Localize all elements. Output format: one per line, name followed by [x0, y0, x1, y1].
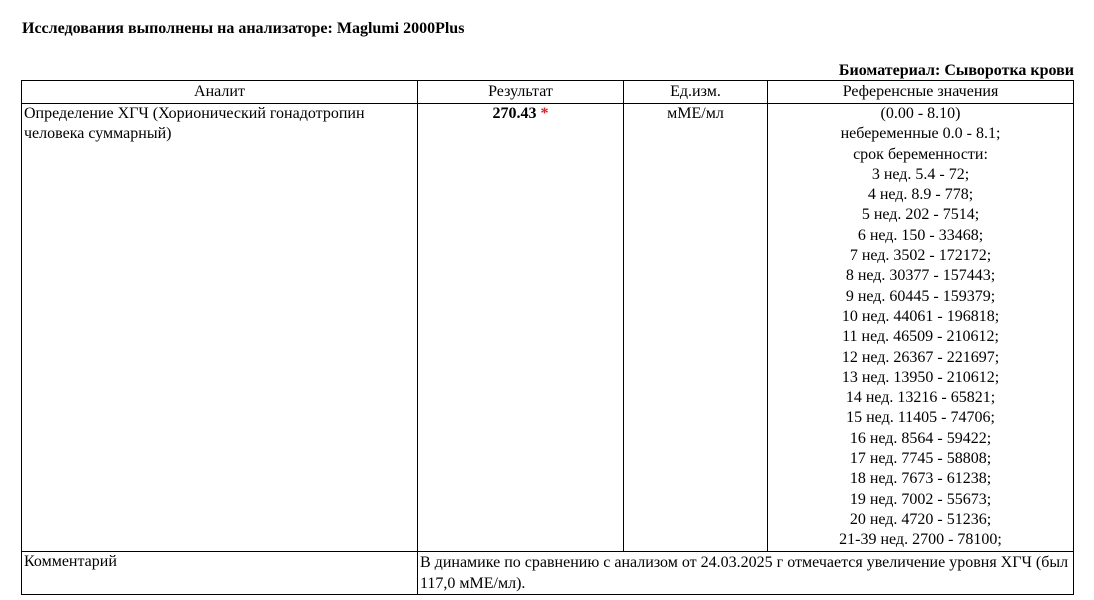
comment-label: Комментарий [22, 551, 418, 594]
reference-line: 18 нед. 7673 - 61238; [849, 470, 992, 488]
reference-line: 13 нед. 13950 - 210612; [841, 368, 1000, 386]
column-header-reference: Референсные значения [768, 81, 1074, 104]
reference-line: 5 нед. 202 - 7514; [861, 206, 980, 224]
reference-line: 3 нед. 5.4 - 72; [871, 165, 970, 183]
reference-line: 4 нед. 8.9 - 778; [867, 186, 974, 204]
unit-value: мМЕ/мл [624, 104, 768, 552]
reference-line: 6 нед. 150 - 33468; [857, 226, 984, 244]
reference-line: (0.00 - 8.10) [880, 105, 961, 122]
reference-line: 8 нед. 30377 - 157443; [845, 267, 996, 285]
column-header-unit: Ед.изм. [624, 81, 768, 104]
result-cell [418, 104, 624, 552]
column-header-result: Результат [418, 81, 624, 104]
reference-line: 15 нед. 11405 - 74706; [846, 409, 995, 427]
reference-line: 7 нед. 3502 - 172172; [849, 247, 992, 265]
reference-line: 17 нед. 7745 - 58808; [849, 450, 992, 468]
reference-line: 10 нед. 44061 - 196818; [841, 307, 1000, 325]
reference-line: срок беременности: [853, 145, 988, 163]
reference-line: 21-39 нед. 2700 - 78100; [839, 531, 1002, 549]
comment-text: В динамике по сравнению с анализом от 24.03.2025 г отмечается увеличение уровня ХГЧ (был 117,0 мМЕ/мл). [418, 551, 1074, 594]
result-value: 270.43 [492, 105, 537, 122]
analyzer-heading: Исследования выполнены на анализаторе: Maglumi 2000Plus [22, 20, 465, 37]
comment-row [22, 551, 1074, 594]
reference-line: 11 нед. 46509 - 210612; [842, 328, 999, 346]
column-header-analyte: Аналит [22, 81, 418, 104]
reference-line: 14 нед. 13216 - 65821; [845, 389, 996, 407]
reference-line: 20 нед. 4720 - 51236; [849, 510, 992, 528]
results-table [21, 80, 1074, 595]
reference-line: 9 нед. 60445 - 159379; [845, 287, 996, 305]
table-header-row [22, 81, 1074, 104]
abnormal-flag: * [540, 105, 549, 122]
reference-line: 12 нед. 26367 - 221697; [841, 348, 1000, 366]
biomaterial-label: Биоматериал: Сыворотка крови [838, 62, 1074, 79]
table-row [22, 104, 1074, 552]
reference-line: 19 нед. 7002 - 55673; [849, 490, 992, 508]
reference-line: небеременные 0.0 - 8.1; [840, 125, 1001, 143]
reference-line: 16 нед. 8564 - 59422; [849, 429, 992, 447]
reference-values [768, 104, 1074, 552]
analyte-name: Определение ХГЧ (Хорионический гонадотропин человека суммарный) [22, 104, 418, 552]
